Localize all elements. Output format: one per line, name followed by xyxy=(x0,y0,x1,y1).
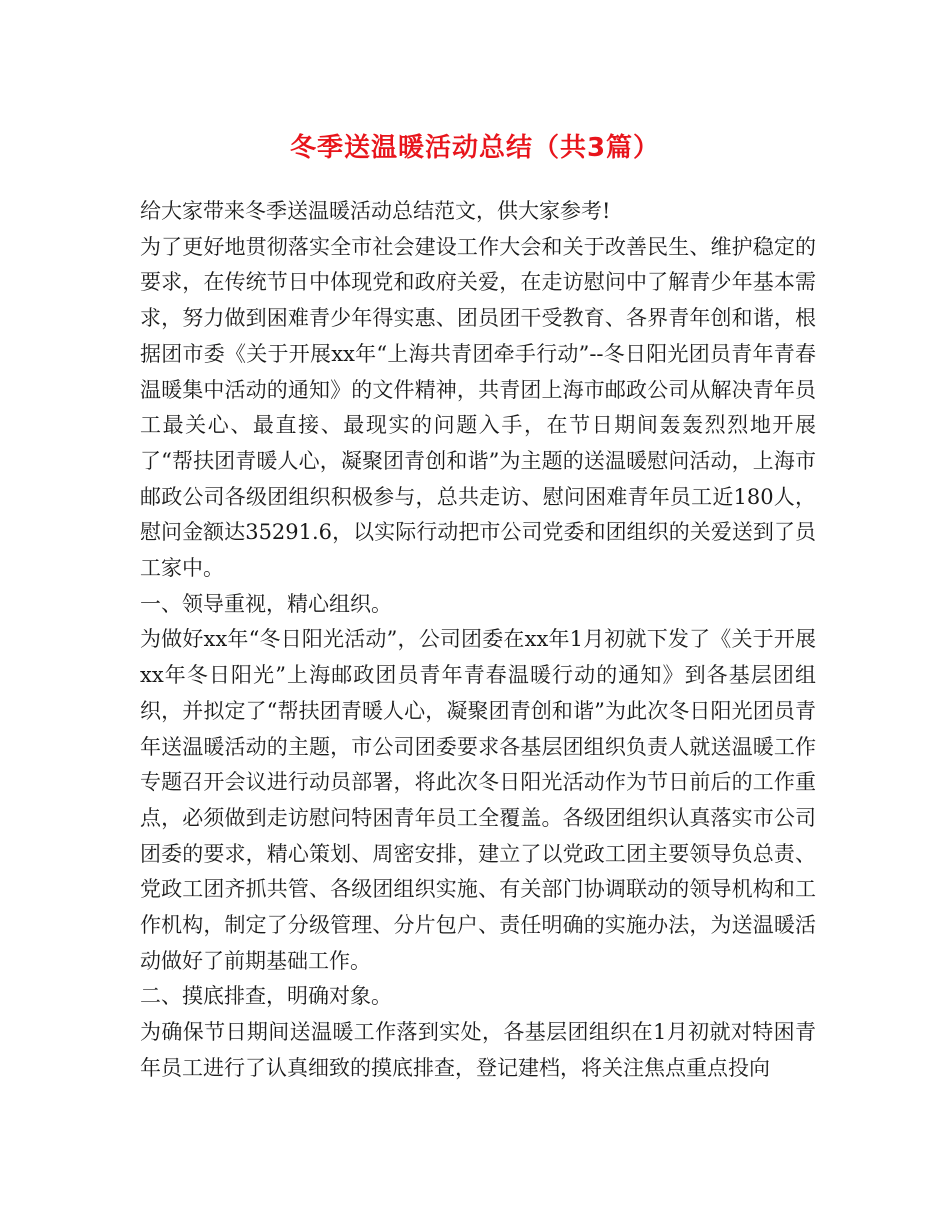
document-title: 冬季送温暖活动总结（共3篇） xyxy=(289,133,661,163)
paragraph-intro: 给大家带来冬季送温暖活动总结范文，供大家参考! xyxy=(140,199,611,223)
document-body xyxy=(140,194,816,1087)
paragraph-section-2: 为确保节日期间送温暖工作落到实处，各基层团组织在1月初就对特困青年员工进行了认真细致的摸底排查，登记建档，将关注焦点重点投向 xyxy=(140,1020,816,1080)
section-heading-2: 二、摸底排查，明确对象。 xyxy=(140,984,392,1009)
section-heading-1: 一、领导重视，精心组织。 xyxy=(140,591,392,616)
paragraph-section-1: 为做好xx年“冬日阳光活动”，公司团委在xx年1月初就下发了《关于开展xx年冬日阳光”上海邮政团员青年青春温暖行动的通知》到各基层团组织，并拟定了“帮扶团青暖人心，凝聚团青创和谐”为此次冬日阳光团员青年送温暖活动的主题，市公司团委要求各基层团组织负责人就送温暖工作专题召开会议进行动员部署，将此次冬日阳光活动作为节日前后的工作重点，必须做到走访慰问特困青年员工全覆盖。各级团组织认真落实市公司团委的要求，精心策划、周密安排，建立了以党政工团主要领导负总责、党政工团齐抓共管、各级团组织实施、有关部门协调联动的领导机构和工作机构，制定了分级管理、分片包户、责任明确的实施办法，为送温暖活动做好了前期基础工作。 xyxy=(140,627,816,973)
paragraph-background: 为了更好地贯彻落实全市社会建设工作大会和关于改善民生、维护稳定的要求，在传统节日中体现党和政府关爱，在走访慰问中了解青少年基本需求，努力做到困难青少年得实惠、团员团干受教育、各界青年创和谐，根据团市委《关于开展xx年“上海共青团牵手行动”--冬日阳光团员青年青春温暖集中活动的通知》的文件精神，共青团上海市邮政公司从解决青年员工最关心、最直接、最现实的问题入手，在节日期间轰轰烈烈地开展了“帮扶团青暖人心，凝聚团青创和谐”为主题的送温暖慰问活动，上海市邮政公司各级团组织积极参与，总共走访、慰问困难青年员工近180人，慰问金额达35291.6，以实际行动把市公司党委和团组织的关爱送到了员工家中。 xyxy=(140,234,816,581)
